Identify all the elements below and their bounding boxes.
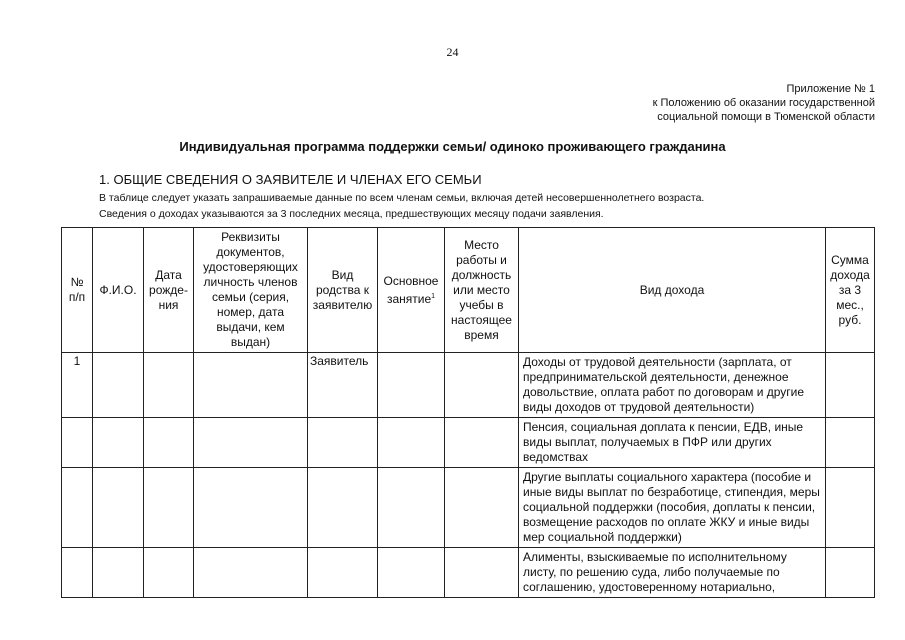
- cell-income-type: Алименты, взыскиваемые по исполнительному листу, по решению суда, либо получаемые по соглашению, удостоверенному нотариально,: [519, 548, 826, 598]
- cell-occupation[interactable]: [378, 418, 445, 468]
- cell-fio[interactable]: [93, 548, 144, 598]
- header-relation: Вид родства к заявителю: [308, 228, 378, 353]
- cell-id-documents[interactable]: [194, 548, 308, 598]
- cell-num[interactable]: 1: [62, 353, 93, 418]
- header-occupation-footnote: 1: [431, 292, 436, 300]
- header-fio: Ф.И.О.: [93, 228, 144, 353]
- table-header-row: [62, 228, 875, 353]
- family-income-table: [61, 227, 875, 598]
- appendix-line-3: социальной помощи в Тюменской области: [657, 111, 875, 123]
- cell-birth-date[interactable]: [144, 468, 194, 548]
- section-heading: 1. ОБЩИЕ СВЕДЕНИЯ О ЗАЯВИТЕЛЕ И ЧЛЕНАХ ЕГО СЕМЬИ: [99, 172, 482, 187]
- cell-num[interactable]: [62, 468, 93, 548]
- cell-relation[interactable]: [308, 468, 378, 548]
- cell-occupation[interactable]: [378, 548, 445, 598]
- table-row: [62, 353, 875, 418]
- appendix-line-2: к Положению об оказании государственной: [652, 97, 875, 109]
- cell-fio[interactable]: [93, 468, 144, 548]
- cell-income-sum[interactable]: [826, 353, 875, 418]
- appendix-note: [653, 82, 875, 124]
- cell-birth-date[interactable]: [144, 548, 194, 598]
- cell-income-sum[interactable]: [826, 418, 875, 468]
- header-num: № п/п: [62, 228, 93, 353]
- cell-num[interactable]: [62, 548, 93, 598]
- header-occupation-label: Основное занятие: [383, 273, 439, 306]
- header-work-place: Место работы и должность или место учебы в настоящее время: [445, 228, 519, 353]
- header-income-type: Вид дохода: [519, 228, 826, 353]
- document-title: Индивидуальная программа поддержки семьи/ одиноко проживающего гражданина: [179, 139, 726, 154]
- cell-relation[interactable]: [308, 418, 378, 468]
- header-id-documents: Реквизиты документов, удостоверяющих личность членов семьи (серия, номер, дата выдачи, кем выдан): [194, 228, 308, 353]
- appendix-line-1: Приложение № 1: [786, 83, 875, 95]
- cell-fio[interactable]: [93, 353, 144, 418]
- cell-birth-date[interactable]: [144, 353, 194, 418]
- cell-id-documents[interactable]: [194, 418, 308, 468]
- header-occupation: [378, 228, 445, 353]
- cell-id-documents[interactable]: [194, 353, 308, 418]
- page-number: 24: [446, 45, 459, 59]
- cell-work-place[interactable]: [445, 548, 519, 598]
- cell-id-documents[interactable]: [194, 468, 308, 548]
- cell-work-place[interactable]: [445, 418, 519, 468]
- cell-occupation[interactable]: [378, 468, 445, 548]
- cell-work-place[interactable]: [445, 468, 519, 548]
- cell-birth-date[interactable]: [144, 418, 194, 468]
- table-row: [62, 418, 875, 468]
- cell-income-sum[interactable]: [826, 548, 875, 598]
- cell-income-sum[interactable]: [826, 468, 875, 548]
- cell-occupation[interactable]: [378, 353, 445, 418]
- cell-relation[interactable]: [308, 548, 378, 598]
- cell-income-type: Доходы от трудовой деятельности (зарплата, от предпринимательской деятельности, денежное довольствие, оплата работ по договорам и другие виды доходов от трудовой деятельности): [519, 353, 826, 418]
- cell-num[interactable]: [62, 418, 93, 468]
- header-income-sum: Сумма дохода за 3 мес., руб.: [826, 228, 875, 353]
- cell-income-type: Другие выплаты социального характера (пособие и иные виды выплат по безработице, стипендия, меры социальной поддержки (пособия, доплаты к пенсии, возмещение расходов по оплате ЖКУ и иные виды мер социальной поддержки): [519, 468, 826, 548]
- cell-relation[interactable]: Заявитель: [308, 353, 378, 418]
- header-birth-date: Дата рожде-ния: [144, 228, 194, 353]
- cell-work-place[interactable]: [445, 353, 519, 418]
- cell-income-type: Пенсия, социальная доплата к пенсии, ЕДВ, иные виды выплат, получаемых в ПФР или других ведомствах: [519, 418, 826, 468]
- table-row: [62, 468, 875, 548]
- table-note-2: Сведения о доходах указываются за 3 последних месяца, предшествующих месяцу подачи заявления.: [99, 208, 604, 220]
- table-row: [62, 548, 875, 598]
- table-note-1: В таблице следует указать запрашиваемые данные по всем членам семьи, включая детей несовершеннолетнего возраста.: [99, 192, 705, 204]
- cell-fio[interactable]: [93, 418, 144, 468]
